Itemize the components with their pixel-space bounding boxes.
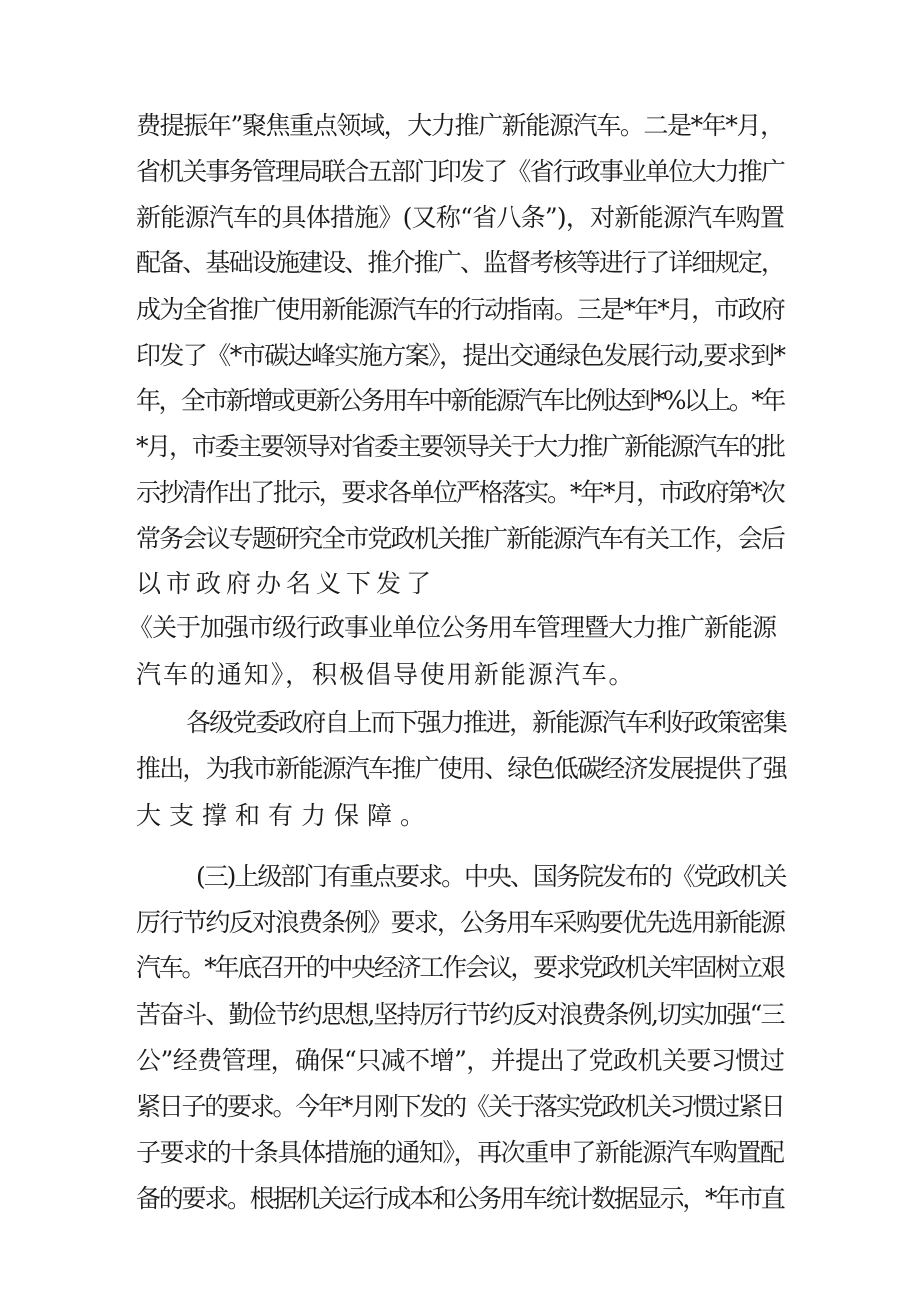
text-line: 示抄清作出了批示，要求各单位严格落实。*年*月，市政府第*次 [136, 478, 784, 507]
text-line: 成为全省推广使用新能源汽车的行动指南。三是*年*月，市政府 [136, 295, 785, 324]
text-line: *月，市委主要领导对省委主要领导关于大力推广新能源汽车的批 [136, 432, 784, 461]
text-line: 子要求的十条具体措施的通知》，再次重申了新能源汽车购置配 [136, 1138, 784, 1167]
text-line: 省机关事务管理局联合五部门印发了《省行政事业单位大力推广 [136, 157, 785, 186]
text-line: 公”经费管理，确保“只减不增”，并提出了党政机关要习惯过 [136, 1046, 785, 1075]
text-line: 推出，为我市新能源汽车推广使用、绿色低碳经济发展提供了强 [136, 754, 787, 783]
text-line: 各级党委政府自上而下强力推进，新能源汽车利好政策密集 [186, 708, 787, 737]
text-line: 备的要求。根据机关运行成本和公务用车统计数据显示，*年市直 [136, 1184, 784, 1213]
text-line: 以市政府办名义下发了 [136, 569, 437, 598]
text-line: 紧日子的要求。今年*月刚下发的《关于落实党政机关习惯过紧日 [136, 1092, 784, 1121]
text-line: 厉行节约反对浪费条例》要求，公务用车采购要优先选用新能源 [136, 908, 785, 937]
text-line: 大支撑和有力保障。 [136, 801, 434, 830]
text-line: 年，全市新增或更新公务用车中新能源汽车比例达到*%以上。*年 [136, 386, 784, 415]
text-line: 《关于加强市级行政事业单位公务用车管理暨大力推广新能源 [128, 613, 777, 642]
text-line: 新能源汽车的具体措施》(又称“省八条”)，对新能源汽车购置 [136, 203, 785, 232]
text-line: 苦奋斗、勤俭节约思想,坚持厉行节约反对浪费条例,切实加强“三 [136, 1000, 784, 1029]
text-line: 费提振年”聚焦重点领域，大力推广新能源汽车。二是*年*月， [136, 111, 784, 140]
text-line: 配备、基础设施建设、推介推广、监督考核等进行了详细规定， [136, 248, 785, 277]
text-line: 印发了《*市碳达峰实施方案》，提出交通绿色发展行动,要求到* [136, 341, 785, 370]
text-line: (三)上级部门有重点要求。中央、国务院发布的《党政机关 [196, 862, 786, 891]
text-line: 常务会议专题研究全市党政机关推广新能源汽车有关工作，会后 [136, 524, 785, 553]
text-line: 汽车的通知》，积极倡导使用新能源汽车。 [136, 660, 636, 689]
text-line: 汽车。*年底召开的中央经济工作会议，要求党政机关牢固树立艰 [136, 953, 784, 982]
